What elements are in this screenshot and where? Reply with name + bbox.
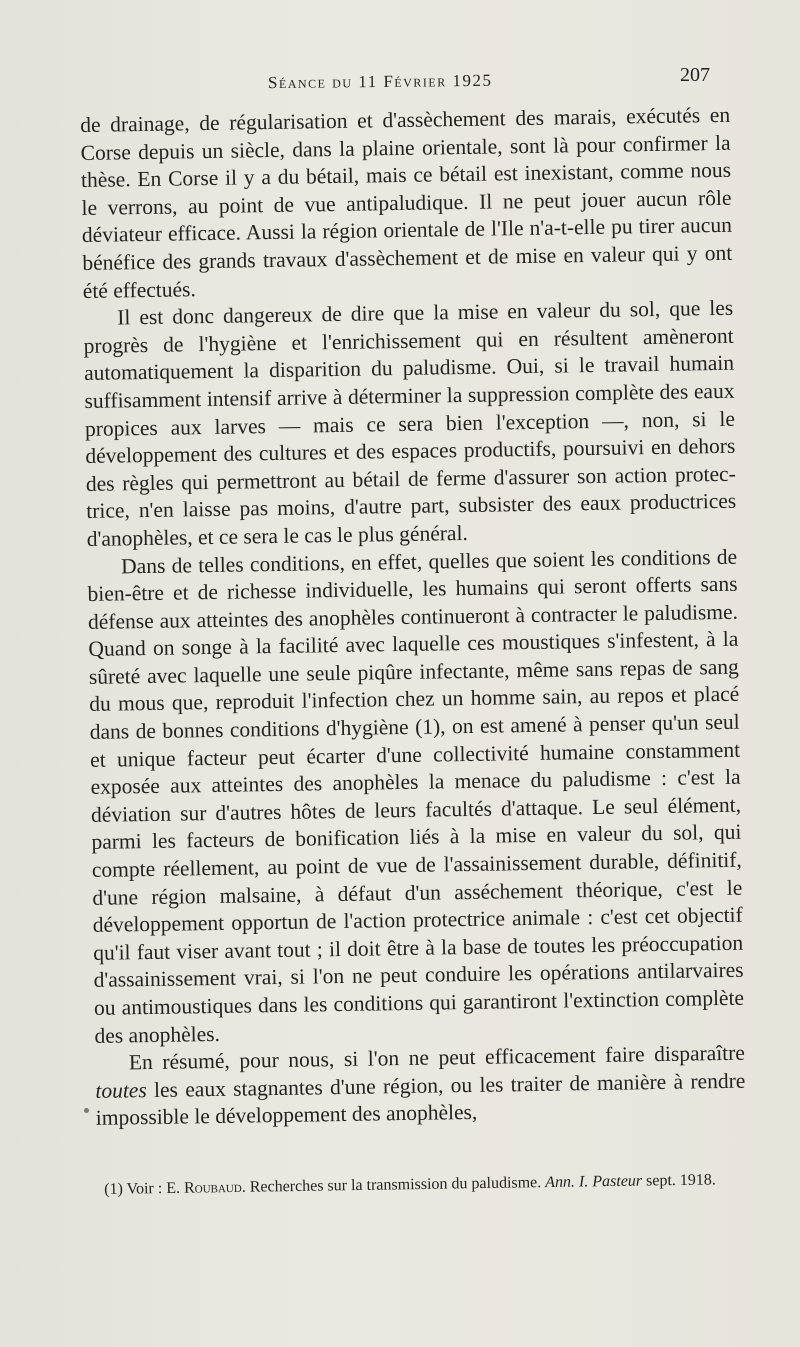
paragraph: Dans de telles conditions, en effet, quelles que soient les conditions de bien-être et de richesse individuelle, les humains qui seront offerts sans défense aux atteintes des anophèles continueront à contracter le paludisme. Quand on songe à la facilité avec laquelle ces moustiques s'infestent, à la sûreté avec laquelle une seule piqûre infectante, même sans repas de sang du mous que, reproduit l'infection chez un homme sain, au repos et placé dans de bonnes conditions d'hygiène (1), on est amené à penser qu'un seul et unique facteur peut écarter d'une collectivité humaine constamment exposée aux atteintes des anophèles la menace du paludisme : c'est la déviation sur d'autres hôtes de leurs facultés d'attaque. Le seul élément, parmi les facteurs de bonification liés à la mise en valeur du sol, qui compte réellement, au point de vue de l'assainissement durable, définitif, d'une région malsaine, à défaut d'un asséchement théorique, c'est le développement opportun de l'action protectrice animale : c'est cet objectif qu'il faut viser avant tout ; il doit être à la base de toutes les préoccupation d'assainissement vrai, si l'on ne peut conduire les opérations antilarvaires ou antimoustiques dans les conditions qui garantiront l'extinction complète des anophèles. [87, 544, 745, 1048]
conclusion-text-start: En résumé, pour nous, si l'on ne peut efficacement faire disparaître [128, 1040, 746, 1075]
conclusion-text-end: les eaux stagnantes d'une région, ou les traiter de manière à rendre impossible le développement des anophèles, [95, 1068, 746, 1131]
paragraph: Il est donc dangereux de dire que la mise en valeur du sol, que les progrès de l'hygiène et l'enrichissement qui en résultent amèneront automatiquement la disparition du paludisme. Oui, si le travail humain suffisamment intensif arrive à déterminer la suppression complète des eaux propices aux larves — mais ce sera bien l'exception —, non, si le développement des cultures et des espaces productifs, poursuivi en dehors des règles qui permettront au bétail de ferme d'assurer son action protectrice, n'en laisse pas moins, d'autre part, subsister des eaux productrices d'anophèles, et ce sera le cas le plus général. [83, 295, 737, 551]
margin-dot-mark [84, 1108, 89, 1113]
paragraph-continued: de drainage, de régularisation et d'assèchement des marais, exécutés en Corse depuis un siècle, dans la plaine orientale, sont là pour confirmer la thèse. En Corse il y a du bétail, mais ce bétail est inexistant, comme nous le verrons, au point de vue antipaludique. Il ne peut jouer aucun rôle déviateur efficace. Aussi la région orientale de l'Ile n'a-t-elle pu tirer aucun bénéfice des grands travaux d'assèchement et de mise en valeur qui y ont été effectués. [80, 102, 733, 303]
footnote-date: sept. 1918. [641, 1171, 716, 1190]
footnote-author: Roubaud [183, 1178, 242, 1197]
paragraph-conclusion [95, 1040, 746, 1133]
footnote-marker: (1) Voir : E. [104, 1179, 185, 1198]
body-text [80, 102, 746, 1133]
page-number: 207 [680, 64, 710, 86]
footnote-title: . Recherches sur la transmission du paludisme. [241, 1174, 546, 1196]
footnote [104, 1168, 754, 1202]
emphasis-toutes: toutes [95, 1077, 147, 1103]
footnote-journal: Ann. I. Pasteur [545, 1172, 643, 1192]
running-title: Séance du 11 Février 1925 [267, 70, 493, 93]
